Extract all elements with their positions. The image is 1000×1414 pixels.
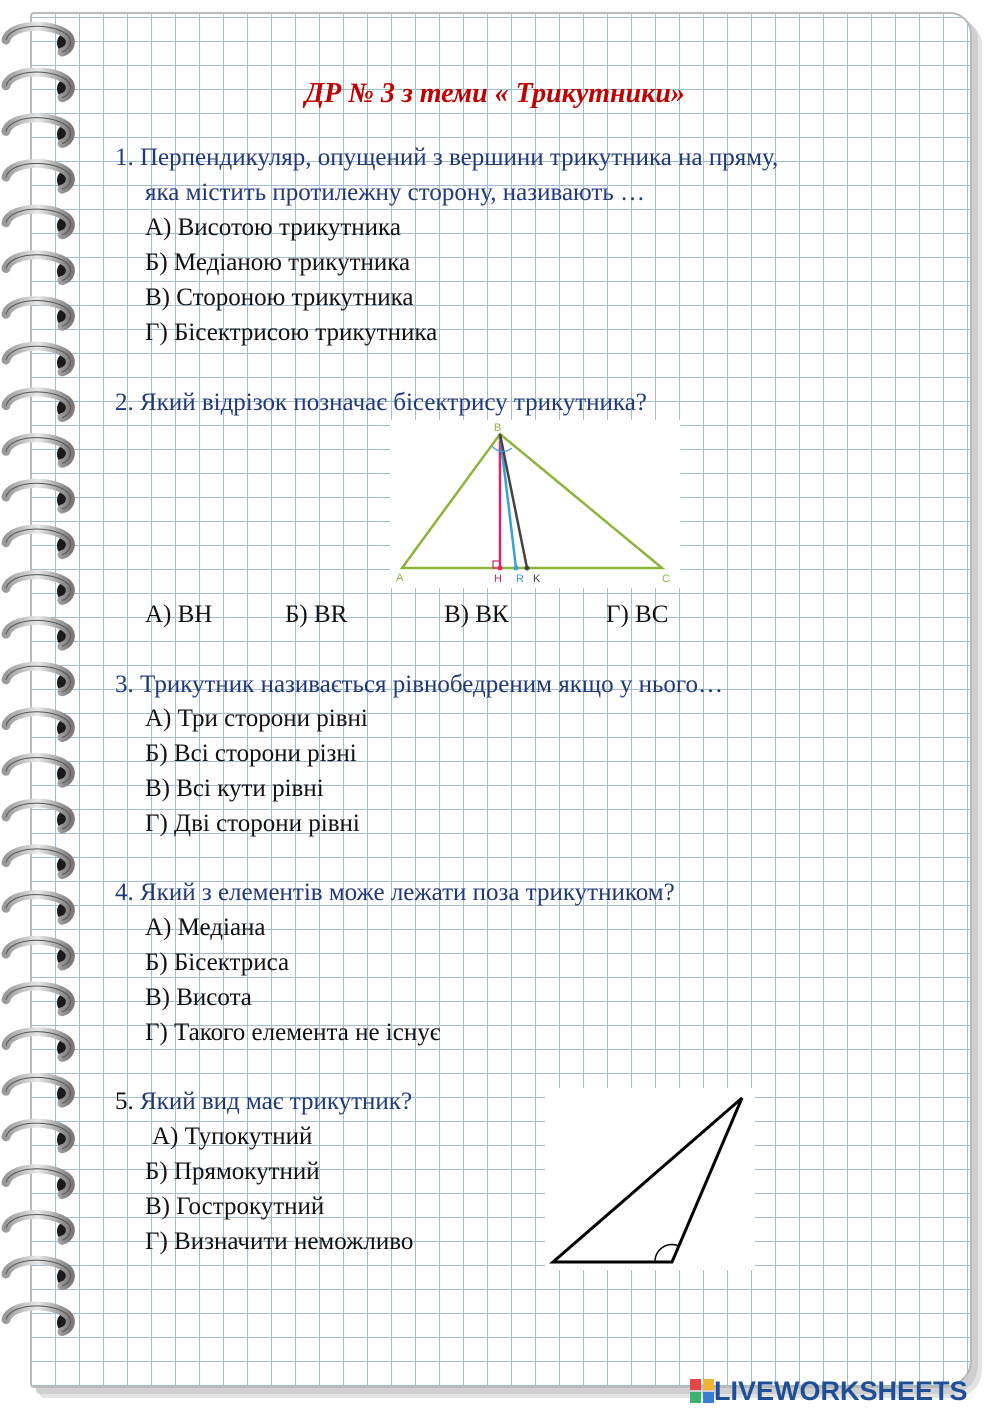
binding-ring xyxy=(6,163,71,189)
answer-option[interactable]: Б) Прямокутний xyxy=(145,1158,320,1185)
label-a: A xyxy=(396,572,404,584)
binding-ring xyxy=(6,803,71,829)
question-text: Трикутник називається рівнобедреним якщо у нього… xyxy=(140,671,724,698)
binding-ring xyxy=(6,392,71,418)
logo-icon xyxy=(690,1379,714,1403)
binding-ring xyxy=(6,666,71,692)
binding-ring xyxy=(6,1032,71,1058)
binding-ring xyxy=(6,346,71,372)
answer-option[interactable]: Б) Медіаною трикутника xyxy=(145,249,411,276)
binding-ring xyxy=(6,209,71,235)
answer-option[interactable]: Б) BR xyxy=(285,601,348,628)
answer-option[interactable]: В) Висота xyxy=(145,984,252,1011)
label-r: R xyxy=(516,573,524,585)
question-1 xyxy=(115,140,778,175)
answer-option[interactable]: А) Тупокутний xyxy=(152,1123,313,1150)
answer-option[interactable]: Г) Такого елемента не існує xyxy=(145,1019,441,1046)
binding-ring xyxy=(6,72,71,98)
answer-option[interactable]: Г) Бісектрисою трикутника xyxy=(145,319,438,346)
question-number: 5. xyxy=(115,1088,134,1115)
answer-option[interactable]: В) ВК xyxy=(444,601,509,628)
point-h xyxy=(498,566,503,571)
binding-ring xyxy=(6,940,71,966)
answer-option[interactable]: А) Три сторони рівні xyxy=(145,705,368,732)
binding-ring xyxy=(6,986,71,1012)
binding-ring xyxy=(6,438,71,464)
question-1-line2: яка містить протилежну сторону, називають … xyxy=(145,179,645,206)
question-number: 2. xyxy=(115,389,134,416)
point-r xyxy=(514,566,519,571)
binding-ring xyxy=(6,118,71,144)
question-3 xyxy=(115,667,723,702)
point-k xyxy=(525,566,530,571)
answer-option[interactable]: А) Висотою трикутника xyxy=(145,214,401,241)
obtuse-triangle-figure xyxy=(545,1088,755,1270)
binding-ring xyxy=(6,849,71,875)
binding-ring xyxy=(6,1169,71,1195)
question-text: Який відрізок позначає бісектрису трикутника? xyxy=(140,389,647,416)
label-c: C xyxy=(662,573,670,585)
label-h: H xyxy=(494,573,502,585)
binding-ring xyxy=(6,529,71,555)
binding-ring xyxy=(6,620,71,646)
triangle-bisector-figure xyxy=(390,420,680,588)
binding-ring xyxy=(6,1260,71,1286)
label-k: K xyxy=(533,573,541,585)
answer-option[interactable]: Г) ВС xyxy=(606,601,669,628)
question-text: Перпендикуляр, опущений з вершини трикутника на пряму, xyxy=(140,144,779,171)
binding-ring xyxy=(6,26,71,52)
triangle-abc xyxy=(402,434,662,568)
binding-ring xyxy=(6,483,71,509)
binding-ring xyxy=(6,1306,71,1332)
label-b: B xyxy=(494,422,502,434)
binding-ring xyxy=(6,895,71,921)
question-5 xyxy=(115,1084,412,1119)
spiral-binding xyxy=(0,0,90,1414)
answer-option[interactable]: Б) Всі сторони різні xyxy=(145,740,357,767)
worksheet-title: ДР № 3 з теми « Трикутники» xyxy=(305,78,685,109)
answer-option[interactable]: В) Стороною трикутника xyxy=(145,284,414,311)
answer-option[interactable]: А) ВН xyxy=(145,601,213,628)
binding-ring xyxy=(6,757,71,783)
answer-option[interactable]: А) Медіана xyxy=(145,914,266,941)
binding-ring xyxy=(6,1123,71,1149)
question-2 xyxy=(115,385,647,420)
answer-option[interactable]: В) Гострокутний xyxy=(145,1193,325,1220)
binding-ring xyxy=(6,1214,71,1240)
question-number: 3. xyxy=(115,671,134,698)
question-4 xyxy=(115,875,675,910)
answer-option[interactable]: Б) Бісектриса xyxy=(145,949,290,976)
triangle-outline xyxy=(553,1098,742,1262)
logo-text: LIVEWORKSHEETS xyxy=(714,1375,968,1406)
binding-ring xyxy=(6,712,71,738)
binding-ring xyxy=(6,300,71,326)
answer-option[interactable]: Г) Дві сторони рівні xyxy=(145,810,360,837)
question-text: Який з елементів може лежати поза трикутником? xyxy=(140,879,675,906)
liveworksheets-logo xyxy=(690,1376,968,1406)
answer-option[interactable]: В) Всі кути рівні xyxy=(145,775,324,802)
question-number: 4. xyxy=(115,879,134,906)
question-number: 1. xyxy=(115,144,134,171)
binding-ring xyxy=(6,575,71,601)
binding-ring xyxy=(6,255,71,281)
question-text: Який вид має трикутник? xyxy=(140,1088,413,1115)
binding-ring xyxy=(6,1077,71,1103)
answer-option[interactable]: Г) Визначити неможливо xyxy=(145,1228,414,1255)
